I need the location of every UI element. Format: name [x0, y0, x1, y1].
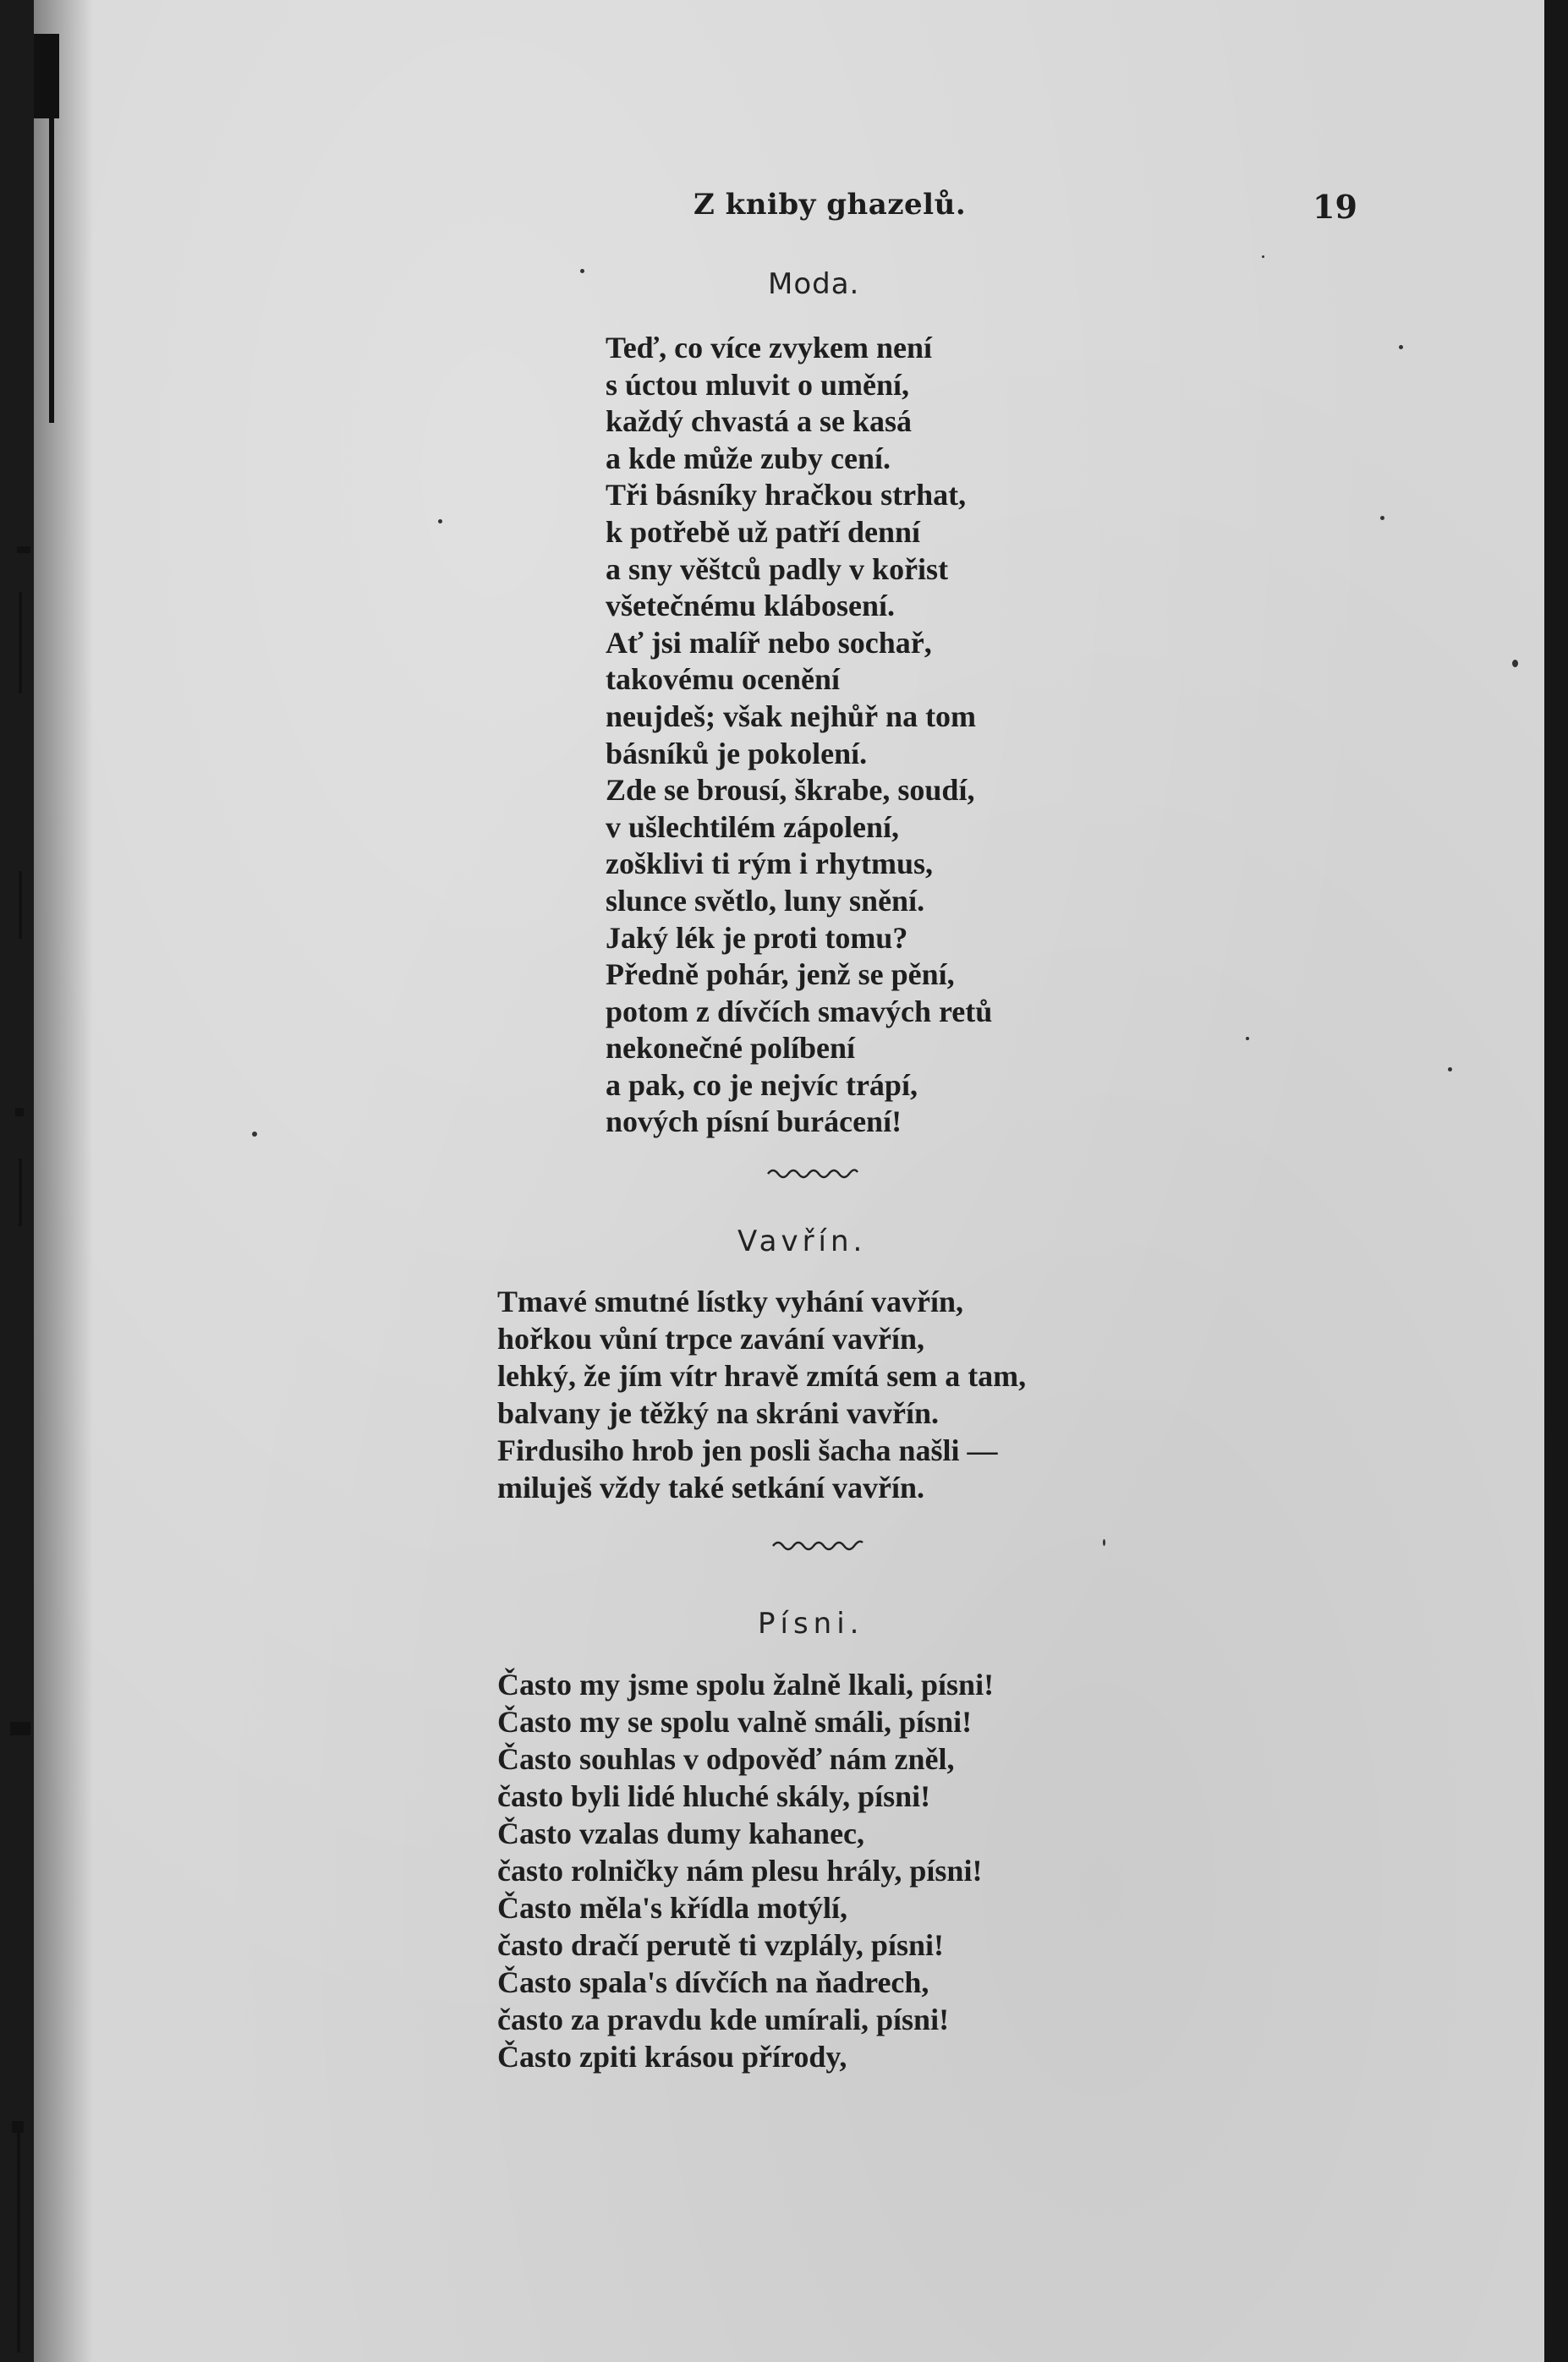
verse-line: Tři básníky hračkou strhat,	[606, 478, 967, 512]
verse-line: Zde se brousí, škrabe, soudí,	[606, 773, 975, 808]
verse-line: básníků je pokolení.	[606, 736, 868, 770]
scan-right-border	[1544, 0, 1568, 2362]
verse-line: Ať jsi malíř nebo sochař,	[606, 625, 932, 660]
verse-line: k potřebě už patří denní	[606, 514, 921, 549]
verse-line: a kde může zuby cení.	[606, 441, 891, 475]
verse-line: Předně pohár, jenž se pění,	[606, 957, 955, 992]
verse-line: balvany je těžký na skráni vavřín.	[497, 1396, 940, 1430]
verse-line: Často my jsme spolu žalně lkali, písni!	[497, 1668, 995, 1702]
verse-line: Teď, co více zvykem není	[606, 331, 933, 364]
verse-line: Často zpiti krásou přírody,	[497, 2040, 847, 2074]
verse-line: často za pravdu kde umírali, písni!	[497, 2003, 950, 2036]
page-number: 19	[1313, 188, 1357, 226]
verse-line: Často spala's dívčích na ňadrech,	[497, 1965, 929, 1999]
verse-line: hořkou vůní trpce zavání vavřín,	[497, 1322, 925, 1356]
page-gutter-shadow	[34, 0, 93, 2362]
poem-title-vavrin: Vavřín.	[737, 1225, 867, 1258]
verse-line: zošklivi ti rým i rhytmus,	[606, 847, 933, 881]
verse-line: potom z dívčích smavých retů	[606, 994, 993, 1028]
wavy-divider	[766, 1165, 859, 1182]
verse-line: Často my se spolu valně smáli, písni!	[497, 1705, 973, 1739]
poem-title-moda: Moda.	[768, 267, 860, 301]
verse-line: často byli lidé hluché skály, písni!	[497, 1779, 931, 1813]
wavy-divider	[771, 1537, 864, 1554]
verse-line: takovému ocenění	[606, 662, 840, 697]
verse-line: s úctou mluvit o umění,	[606, 367, 910, 402]
verse-line: všetečnému klábosení.	[606, 589, 895, 623]
verse-line: Často souhlas v odpověď nám zněl,	[497, 1742, 955, 1776]
verse-line: a pak, co je nejvíc trápí,	[606, 1067, 918, 1102]
verse-line: slunce světlo, luny snění.	[606, 883, 925, 918]
verse-line: Často měla's křídla motýlí,	[497, 1891, 847, 1925]
verse-line: Často vzalas dumy kahanec,	[497, 1817, 865, 1850]
verse-line: neujdeš; však nejhůř na tom	[606, 699, 977, 733]
poem-moda	[606, 330, 992, 1141]
poem-pisni	[497, 1666, 994, 2075]
verse-line: Jaký lék je proti tomu?	[606, 920, 908, 955]
verse-line: v ušlechtilém zápolení,	[606, 809, 899, 844]
verse-line: Firdusiho hrob jen posli šacha našli —	[497, 1433, 998, 1467]
verse-line: miluješ vždy také setkání vavřín.	[497, 1471, 925, 1504]
book-page	[34, 0, 1556, 2362]
verse-line: často dračí perutě ti vzplály, písni!	[497, 1928, 944, 1962]
verse-line: nekonečné políbení	[606, 1031, 856, 1066]
verse-line: Tmavé smutné lístky vyhání vavřín,	[497, 1285, 964, 1318]
verse-line: často rolničky nám plesu hrály, písni!	[497, 1854, 983, 1888]
poem-title-pisni: Písni.	[758, 1607, 864, 1641]
verse-line: nových písní burácení!	[606, 1104, 902, 1139]
verse-line: lehký, že jím vítr hravě zmítá sem a tam,	[497, 1359, 1027, 1393]
running-title: Z kniby ghazelů.	[694, 188, 967, 222]
poem-vavrin	[497, 1283, 1026, 1506]
verse-line: a sny věštců padly v kořist	[606, 551, 949, 586]
verse-line: každý chvastá a se kasá	[606, 404, 913, 439]
